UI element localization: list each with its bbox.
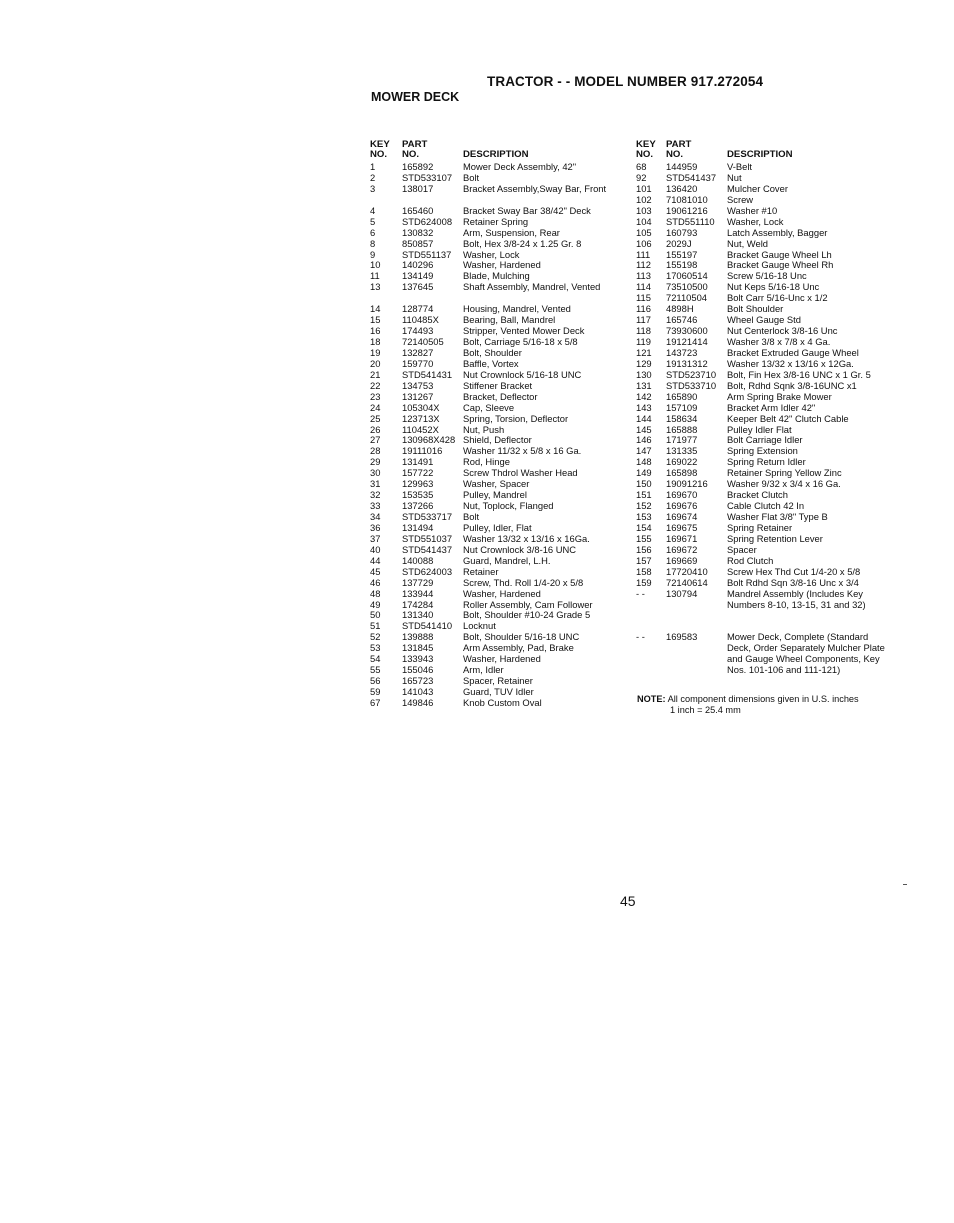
key-no: 112 [636,259,651,271]
part-description: Bracket, Deflector [463,390,538,402]
part-no: STD533107 [402,171,453,183]
key-no: - - [636,631,645,643]
key-no: 2 [370,171,376,183]
key-no: 153 [636,511,652,522]
part-no: 153535 [402,489,434,501]
key-no: 50 [370,609,381,621]
part-no: 131267 [402,390,434,402]
key-no: 151 [636,489,652,501]
key-no: 15 [370,314,381,326]
key-no: 152 [636,500,652,512]
part-description: Mulcher Cover [727,182,788,194]
part-description: Retainer [463,565,499,577]
part-no: 17720410 [666,565,708,577]
key-no: 44 [370,554,381,566]
key-header-no: NO. [370,149,388,160]
key-no: 49 [370,598,381,610]
part-description: Locknut [463,620,496,632]
part-no: 143723 [666,346,698,358]
part-description: Guard, Mandrel, L.H. [463,554,551,566]
key-no: 150 [636,478,652,490]
key-no: 1 [370,161,376,172]
part-description: Rod Clutch [727,554,774,566]
part-description: Screw [727,193,754,205]
part-no: 155198 [666,259,698,271]
part-no: 165746 [666,314,698,326]
part-description: Nut [727,171,742,183]
key-no: - - [636,587,645,599]
part-description: Bolt, Fin Hex 3/8-16 UNC x 1 Gr. 5 [727,368,871,380]
part-no: 132827 [402,346,434,358]
part-no: 17060514 [666,270,708,282]
key-header-no: NO. [636,149,654,160]
key-no: 115 [636,292,651,304]
key-no: 56 [370,675,381,687]
key-no: 24 [370,401,381,413]
part-description: Rod, Hinge [463,456,510,468]
part-no: 130832 [402,226,434,238]
key-no: 53 [370,642,381,654]
part-no: 159770 [402,357,434,369]
part-no: 72110504 [666,292,708,304]
part-no: STD541437 [402,543,453,555]
part-description: Spring, Torsion, Deflector [463,412,569,424]
part-description: Mower Deck, Complete (Standard Deck, Order Separately Mulcher Plate and Gauge Wheel Components, Key Nos. 101-106 and 111-121) [727,631,885,676]
key-no: 10 [370,259,381,271]
key-no: 54 [370,653,381,665]
key-no: 143 [636,401,652,413]
key-no: 28 [370,445,381,457]
part-no: 105304X [402,401,440,413]
key-no: 105 [636,226,652,238]
part-description: Bolt [463,511,480,523]
part-description: Arm Assembly, Pad, Brake [463,642,574,654]
part-no: 2029J [666,237,692,249]
key-no: 31 [370,478,381,490]
part-description: Nut Keps 5/16-18 Unc [727,281,820,293]
part-no: 141043 [402,686,434,698]
key-no: 51 [370,620,381,632]
key-no: 27 [370,434,381,446]
part-description: Bracket Gauge Wheel Lh [727,248,832,260]
part-description: Bolt, Shoulder [463,346,522,358]
part-description: Bracket Clutch [727,489,788,501]
part-description: Baffle, Vortex [463,357,519,369]
part-no: 171977 [666,434,698,446]
part-no: STD541410 [402,620,453,632]
part-no: 19111016 [402,445,443,457]
part-header-no: NO. [402,149,420,160]
part-description: Bolt Rdhd Sqn 3/8-16 Unc x 3/4 [727,576,859,588]
part-description: Screw Hex Thd Cut 1/4-20 x 5/8 [727,565,861,577]
key-no: 121 [636,346,652,358]
part-no: 169022 [666,456,698,468]
part-no: STD551110 [666,215,715,227]
part-no: 174284 [402,598,434,610]
part-description: Washer 11/32 x 5/8 x 16 Ga. [463,445,582,457]
part-description: Bolt [463,171,480,183]
part-description: Nut Crownlock 3/8-16 UNC [463,543,577,555]
key-header: KEY [636,139,656,150]
description-header: DESCRIPTION [463,149,529,160]
part-description: Washer 9/32 x 3/4 x 16 Ga. [727,478,841,490]
page-title: TRACTOR - - MODEL NUMBER 917.272054 [487,74,764,89]
stray-mark [903,884,907,885]
part-no: 4898H [666,303,694,315]
part-no: 133944 [402,587,434,599]
part-no: 110485X [402,314,439,326]
part-description: Arm, Idler [463,664,504,676]
part-description: Spring Retention Lever [727,532,823,544]
part-description: Bolt, Shoulder #10-24 Grade 5 [463,609,591,621]
key-no: 146 [636,434,652,446]
part-no: 131491 [402,456,434,468]
key-no: 40 [370,543,381,555]
key-no: 36 [370,521,381,533]
part-no: STD541431 [402,368,453,380]
part-description: Stripper, Vented Mower Deck [463,325,585,337]
part-description: Housing, Mandrel, Vented [463,303,571,315]
part-no: 157722 [402,467,434,479]
part-description: Mandrel Assembly (Includes Key Numbers 8-10, 13-15, 31 and 32) [727,587,866,610]
part-no: 19131312 [666,357,708,369]
part-description: Bracket Sway Bar 38/42" Deck [463,204,591,216]
part-no: 134149 [402,270,434,282]
key-no: 101 [636,182,652,194]
part-description: Nut, Push [463,423,505,435]
part-description: Retainer Spring [463,215,529,227]
part-no: STD624008 [402,215,453,227]
section-title: MOWER DECK [371,90,460,104]
part-no: 134753 [402,379,434,391]
part-description: Nut, Weld [727,237,768,249]
page-number: 45 [620,893,636,909]
key-no: 25 [370,412,381,424]
key-no: 8 [370,237,376,249]
key-no: 148 [636,456,652,468]
key-no: 45 [370,565,381,577]
key-no: 19 [370,346,381,358]
key-no: 21 [370,368,381,380]
part-description: Bracket Assembly,Sway Bar, Front [463,182,607,194]
key-no: 157 [636,554,652,566]
part-description: Bolt Carriage Idler [727,434,803,446]
part-no: 19091216 [666,478,708,490]
part-description: Spacer, Retainer [463,675,533,687]
part-description: Roller Assembly, Cam Follower [463,598,593,610]
part-description: Nut Crownlock 5/16-18 UNC [463,368,582,380]
part-description: Cable Clutch 42 In [727,500,805,512]
part-description: Stiffener Bracket [463,379,533,391]
part-no: STD523710 [666,368,717,380]
key-no: 116 [636,303,651,315]
part-no: 165723 [402,675,434,687]
part-no: 140088 [402,554,434,566]
part-description: Mower Deck Assembly, 42" [463,161,577,172]
key-no: 114 [636,281,651,293]
part-description: Knob Custom Oval [463,696,542,708]
key-no: 104 [636,215,652,227]
part-description: Arm, Suspension, Rear [463,226,560,238]
part-no: 72140505 [402,336,444,348]
part-no: 155046 [402,664,434,676]
key-no: 13 [370,281,381,293]
key-no: 26 [370,423,381,435]
part-no: STD541437 [666,171,717,183]
part-no: 169674 [666,511,698,522]
key-no: 156 [636,543,652,555]
part-no: 160793 [666,226,698,238]
key-no: 6 [370,226,376,238]
key-no: 18 [370,336,381,348]
key-no: 111 [636,248,651,260]
key-no: 3 [370,182,376,194]
key-no: 22 [370,379,381,391]
part-description: Bolt, Rdhd Sqnk 3/8-16UNC x1 [727,379,857,391]
part-no: 169671 [666,532,698,544]
part-description: Bracket Gauge Wheel Rh [727,259,834,271]
part-description: Guard, TUV Idler [463,686,534,698]
part-description: Retainer Spring Yellow Zinc [727,467,842,479]
part-no: 169583 [666,631,698,643]
part-description: Washer 3/8 x 7/8 x 4 Ga. [727,336,831,347]
part-description: Latch Assembly, Bagger [727,226,828,238]
part-description: Washer Flat 3/8" Type B [727,511,828,522]
key-no: 131 [636,379,652,391]
part-no: 129963 [402,478,434,490]
key-no: 52 [370,631,381,643]
part-description: Spring Retainer [727,521,793,533]
key-no: 129 [636,357,652,369]
key-no: 20 [370,357,381,369]
key-header: KEY [370,139,390,150]
part-no: 131340 [402,609,434,621]
key-no: 55 [370,664,381,676]
note-label: NOTE: [637,694,666,704]
note-text: All component dimensions given in U.S. inches [667,694,859,704]
key-no: 68 [636,161,647,172]
part-no: 144959 [666,161,698,172]
part-description: Screw Thdrol Washer Head [463,467,578,479]
key-no: 145 [636,423,652,435]
part-no: 139888 [402,631,434,643]
part-no: STD533717 [402,511,453,523]
part-no: 136420 [666,182,698,194]
part-description: Pulley, Idler, Flat [463,521,532,533]
part-description: Blade, Mulching [463,270,530,282]
key-no: 67 [370,696,381,708]
key-no: 46 [370,576,381,588]
part-no: 140296 [402,259,434,271]
part-no: STD551037 [402,532,453,544]
part-description: Washer, Hardened [463,259,541,271]
part-no: 123713X [402,412,440,424]
key-no: 59 [370,686,381,698]
part-no: 131335 [666,445,698,457]
part-no: 131845 [402,642,434,654]
key-no: 142 [636,390,652,402]
part-description: Screw 5/16-18 Unc [727,270,807,282]
part-no: 169670 [666,489,698,501]
part-description: Spring Return Idler [727,456,806,468]
part-no: 72140614 [666,576,708,588]
part-no: 169672 [666,543,698,555]
part-no: STD551137 [402,248,452,260]
key-no: 5 [370,215,376,227]
part-description: Shield, Deflector [463,434,532,446]
part-description: Washer, Lock [463,248,520,260]
part-no: 169669 [666,554,698,566]
part-header: PART [402,139,428,150]
key-no: 106 [636,237,652,249]
part-description: Spring Extension [727,445,798,457]
key-no: 154 [636,521,652,533]
key-no: 113 [636,270,651,282]
part-no: 133943 [402,653,434,665]
part-header-no: NO. [666,149,684,160]
part-description: Bolt Carr 5/16-Unc x 1/2 [727,292,828,304]
key-no: 144 [636,412,652,424]
key-no: 4 [370,204,376,216]
part-no: 137645 [402,281,434,293]
key-no: 119 [636,336,651,347]
part-no: STD624003 [402,565,453,577]
part-description: Bolt, Carriage 5/16-18 x 5/8 [463,336,578,348]
part-no: 850857 [402,237,434,249]
part-description: Washer, Spacer [463,478,530,490]
part-description: V-Belt [727,161,753,172]
key-no: 149 [636,467,652,479]
part-description: Pulley Idler Flat [727,423,792,435]
key-no: 147 [636,445,652,457]
key-no: 118 [636,325,651,337]
part-description: Bolt, Shoulder 5/16-18 UNC [463,631,580,643]
part-description: Washer, Hardened [463,653,541,665]
part-no: 165890 [666,390,698,402]
part-no: 130794 [666,587,698,599]
key-no: 23 [370,390,381,402]
part-description: Wheel Gauge Std [727,314,802,326]
part-description: Shaft Assembly, Mandrel, Vented [463,281,601,293]
key-no: 92 [636,171,647,183]
part-description: Cap, Sleeve [463,401,515,413]
key-no: 11 [370,270,380,282]
key-no: 48 [370,587,381,599]
part-description: Nut Centerlock 3/8-16 Unc [727,325,838,337]
part-header: PART [666,139,692,150]
part-no: 165460 [402,204,434,216]
part-no: 110452X [402,423,439,435]
part-no: 128774 [402,303,434,315]
part-description: Bolt, Hex 3/8-24 x 1.25 Gr. 8 [463,237,582,249]
key-no: 158 [636,565,652,577]
part-no: 165888 [666,423,698,435]
part-no: 131494 [402,521,434,533]
key-no: 14 [370,303,381,315]
part-description: Pulley, Mandrel [463,489,527,501]
key-no: 34 [370,511,381,523]
part-description: Bracket Extruded Gauge Wheel [727,346,859,358]
part-no: 158634 [666,412,698,424]
part-description: Arm Spring Brake Mower [727,390,832,402]
part-no: 71081010 [666,193,708,205]
part-description: Washer, Hardened [463,587,541,599]
note-conversion: 1 inch = 25.4 mm [670,705,741,715]
key-no: 37 [370,532,381,544]
part-no: 155197 [666,248,698,260]
key-no: 103 [636,204,652,216]
key-no: 33 [370,500,381,512]
key-no: 130 [636,368,652,380]
key-no: 16 [370,325,381,337]
part-description: Washer, Lock [727,215,784,227]
part-no: STD533710 [666,379,717,391]
part-description: Bracket Arm Idler 42" [727,401,816,413]
part-no: 73510500 [666,281,708,293]
part-description: Screw, Thd. Roll 1/4-20 x 5/8 [463,576,584,588]
part-no: 130968X428 [402,434,456,446]
part-description: Spacer [727,543,757,555]
key-no: 117 [636,314,651,326]
part-description: Washer 13/32 x 13/16 x 12Ga. [727,357,854,369]
dimension-note [637,694,859,716]
part-no: 73930600 [666,325,708,337]
key-no: 29 [370,456,381,468]
part-no: 137729 [402,576,434,588]
key-no: 32 [370,489,381,501]
part-no: 138017 [402,182,434,194]
key-no: 159 [636,576,652,588]
part-no: 149846 [402,696,434,708]
part-no: 19061216 [666,204,708,216]
part-description: Bearing, Ball, Mandrel [463,314,556,326]
part-no: 169675 [666,521,698,533]
key-no: 9 [370,248,376,260]
part-description: Washer #10 [727,204,778,216]
part-no: 174493 [402,325,434,337]
description-header: DESCRIPTION [727,149,793,160]
part-no: 169676 [666,500,698,512]
key-no: 102 [636,193,652,205]
part-no: 165898 [666,467,698,479]
part-no: 165892 [402,161,434,172]
part-description: Bolt Shoulder [727,303,784,315]
key-no: 30 [370,467,381,479]
part-no: 157109 [666,401,698,413]
part-description: Washer 13/32 x 13/16 x 16Ga. [463,532,590,544]
part-no: 19121414 [666,336,708,347]
part-description: Nut, Toplock, Flanged [463,500,554,512]
part-description: Keeper Belt 42" Clutch Cable [727,412,849,424]
part-no: 137266 [402,500,434,512]
key-no: 155 [636,532,652,544]
